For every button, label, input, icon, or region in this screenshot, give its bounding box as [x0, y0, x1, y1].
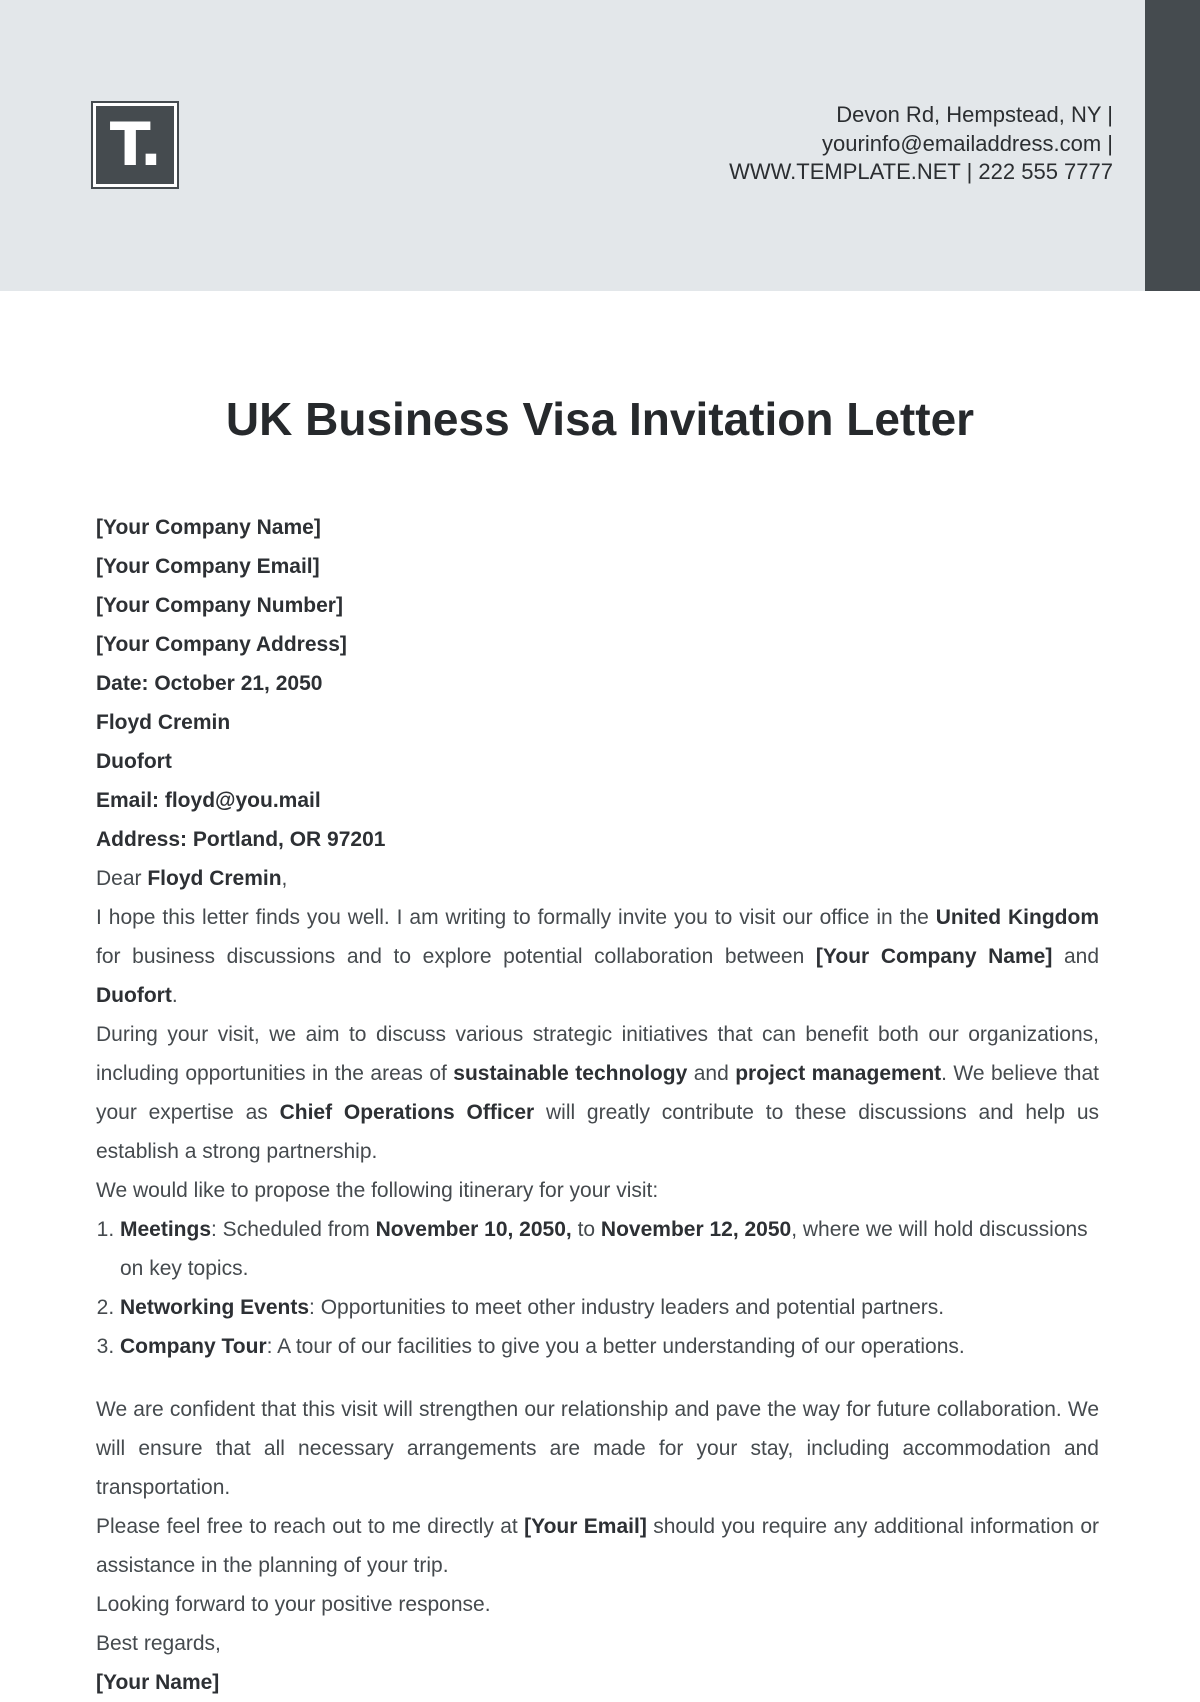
paragraph-invitation: I hope this letter finds you well. I am writing to formally invite you to visit our office in the United Kingdom for business discussions and to explore potential collaboration between [Your Company Name] and Duofort. [96, 906, 1099, 1007]
contact-info [729, 101, 1113, 187]
header-accent-bar [1145, 0, 1200, 291]
sender-company-address: [Your Company Address] [96, 633, 347, 656]
letter-body [96, 508, 1099, 1702]
itinerary-item-networking: 2. Networking Events: Opportunities to meet other industry leaders and potential partners. [120, 1288, 1099, 1327]
contact-web-phone: WWW.TEMPLATE.NET | 222 555 7777 [729, 159, 1113, 184]
recipient-company: Duofort [96, 750, 172, 773]
itinerary-item-tour: 3. Company Tour: A tour of our facilities to give you a better understanding of our operations. [120, 1327, 1099, 1366]
paragraph-contact: Please feel free to reach out to me directly at [Your Email] should you require any additional information or assistance in the planning of your trip. [96, 1515, 1099, 1577]
contact-address: Devon Rd, Hempstead, NY | [836, 102, 1113, 127]
sender-company-email: [Your Company Email] [96, 555, 320, 578]
signoff: Best regards, [96, 1632, 221, 1655]
signature-name: [Your Name] [96, 1671, 220, 1694]
itinerary-intro: We would like to propose the following itinerary for your visit: [96, 1179, 659, 1202]
paragraph-confidence: We are confident that this visit will strengthen our relationship and pave the way for future collaboration. We will ensure that all necessary arrangements are made for your stay, including accommodation and transportation. [96, 1398, 1099, 1499]
salutation: Dear Floyd Cremin, [96, 867, 288, 890]
itinerary-item-meetings: 1. Meetings: Scheduled from November 10, 2050, to November 12, 2050, where we will hold discussions on key topics. [120, 1210, 1099, 1288]
closing-line: Looking forward to your positive response. [96, 1593, 491, 1616]
sender-company-name: [Your Company Name] [96, 516, 321, 539]
recipient-name: Floyd Cremin [96, 711, 231, 734]
letter-date: Date: October 21, 2050 [96, 672, 323, 695]
recipient-email: Email: floyd@you.mail [96, 789, 321, 812]
company-logo [91, 101, 179, 189]
header-banner [0, 0, 1200, 291]
logo-mark: T. [96, 106, 174, 184]
recipient-address: Address: Portland, OR 97201 [96, 828, 386, 851]
itinerary-list [96, 1210, 1099, 1366]
letter-title: UK Business Visa Invitation Letter [225, 393, 975, 445]
sender-company-number: [Your Company Number] [96, 594, 343, 617]
contact-email: yourinfo@emailaddress.com | [822, 130, 1113, 156]
paragraph-visit-goals: During your visit, we aim to discuss various strategic initiatives that can benefit both our organizations, including opportunities in the areas of sustainable technology and project management. We believe that your expertise as Chief Operations Officer will greatly contribute to these discussions and help us establish a strong partnership. [96, 1023, 1100, 1163]
